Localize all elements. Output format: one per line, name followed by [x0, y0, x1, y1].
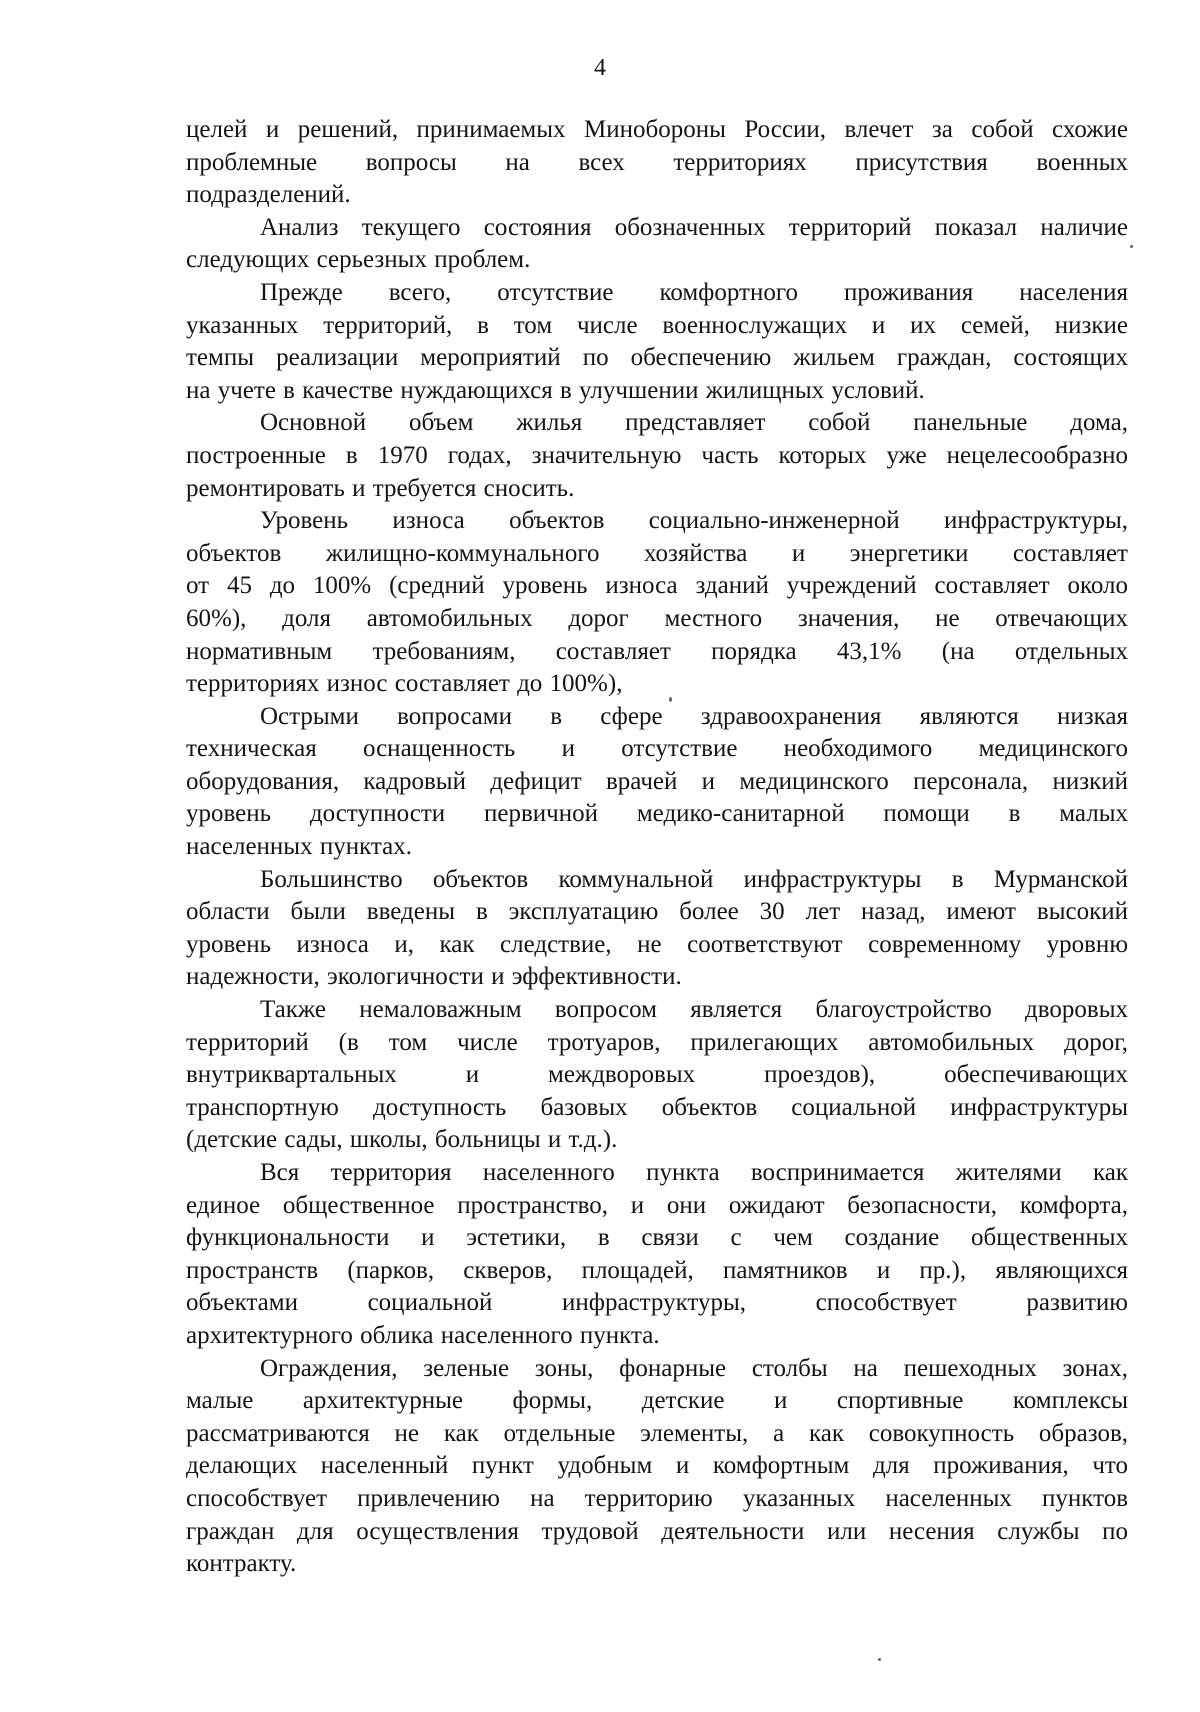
scan-speck: [878, 1658, 881, 1661]
text-line: проблемные вопросы на всех территориях присутствия военных: [186, 148, 1128, 176]
text-line: Также немаловажным вопросом является благоустройство дворовых: [260, 996, 1128, 1024]
text-line: населенных пунктах.: [186, 833, 412, 861]
text-line: ремонтировать и требуется сносить.: [186, 474, 575, 502]
paragraph: [186, 505, 1128, 701]
text-line: рассматриваются не как отдельные элементы, а как совокупность образов,: [186, 1419, 1128, 1447]
text-line: следующих серьезных проблем.: [186, 246, 531, 274]
text-line: территорий (в том числе тротуаров, прилегающих автомобильных дорог,: [186, 1028, 1128, 1056]
text-line: построенные в 1970 годах, значительную часть которых уже нецелесообразно: [186, 441, 1128, 469]
text-line: единое общественное пространство, и они ожидают безопасности, комфорта,: [186, 1191, 1128, 1219]
paragraph: [186, 277, 1128, 407]
text-line: территориях износ составляет до 100%),: [186, 670, 623, 698]
text-line: Анализ текущего состояния обозначенных территорий показал наличие: [260, 213, 1128, 241]
paragraph: [186, 701, 1128, 864]
paragraph: [186, 212, 1128, 277]
paragraph: [186, 994, 1128, 1157]
text-line: от 45 до 100% (средний уровень износа зданий учреждений составляет около: [186, 572, 1128, 600]
text-line: объектами социальной инфраструктуры, способствует развитию: [186, 1289, 1128, 1317]
text-line: указанных территорий, в том числе военнослужащих и их семей, низкие: [186, 311, 1128, 339]
text-line: Прежде всего, отсутствие комфортного проживания населения: [260, 278, 1128, 306]
text-line: делающих населенный пункт удобным и комфортным для проживания, что: [186, 1452, 1128, 1480]
paragraph: [186, 114, 1128, 212]
text-line: техническая оснащенность и отсутствие необходимого медицинского: [186, 735, 1128, 763]
page-number: 4: [594, 55, 606, 81]
text-line: оборудования, кадровый дефицит врачей и медицинского персонала, низкий: [186, 767, 1128, 795]
text-line: граждан для осуществления трудовой деятельности или несения службы по: [186, 1517, 1128, 1545]
text-line: пространств (парков, скверов, площадей, памятников и пр.), являющихся: [186, 1256, 1128, 1284]
text-line: Острыми вопросами в сфере здравоохранения являются низкая: [260, 702, 1128, 730]
text-line: темпы реализации мероприятий по обеспечению жильем граждан, состоящих: [186, 344, 1128, 372]
text-line: малые архитектурные формы, детские и спортивные комплексы: [186, 1387, 1128, 1415]
text-line: уровень износа и, как следствие, не соответствуют современному уровню: [186, 930, 1128, 958]
text-line: подразделений.: [186, 181, 351, 209]
text-line: на учете в качестве нуждающихся в улучшении жилищных условий.: [186, 376, 925, 404]
paragraph: [186, 1157, 1128, 1353]
document-body: [186, 114, 1128, 1581]
text-line: надежности, экологичности и эффективности.: [186, 963, 682, 991]
text-line: (детские сады, школы, больницы и т.д.).: [186, 1126, 618, 1154]
scan-speck: [1130, 245, 1133, 248]
text-line: Вся территория населенного пункта воспринимается жителями как: [260, 1159, 1128, 1186]
paragraph: [186, 407, 1128, 505]
text-line: функциональности и эстетики, в связи с чем создание общественных: [186, 1224, 1128, 1252]
text-line: транспортную доступность базовых объектов социальной инфраструктуры: [186, 1093, 1128, 1121]
text-line: 60%), доля автомобильных дорог местного значения, не отвечающих: [186, 604, 1128, 632]
text-line: объектов жилищно-коммунального хозяйства и энергетики составляет: [186, 539, 1128, 567]
text-line: области были введены в эксплуатацию более 30 лет назад, имеют высокий: [186, 898, 1128, 926]
text-line: нормативным требованиям, составляет порядка 43,1% (на отдельных: [186, 637, 1128, 665]
text-line: уровень доступности первичной медико-санитарной помощи в малых: [186, 800, 1128, 828]
text-line: архитектурного облика населенного пункта.: [186, 1321, 660, 1349]
text-line: контракту.: [186, 1550, 297, 1578]
text-line: внутриквартальных и междворовых проездов), обеспечивающих: [186, 1061, 1128, 1089]
text-line: Основной объем жилья представляет собой панельные дома,: [260, 409, 1128, 437]
text-line: целей и решений, принимаемых Минобороны России, влечет за собой схожие: [186, 116, 1128, 143]
scan-speck: [669, 697, 672, 702]
text-line: Уровень износа объектов социально-инженерной инфраструктуры,: [260, 507, 1128, 535]
text-line: способствует привлечению на территорию указанных населенных пунктов: [186, 1484, 1128, 1512]
paragraph: [186, 864, 1128, 994]
paragraph: [186, 1353, 1128, 1581]
text-line: Ограждения, зеленые зоны, фонарные столбы на пешеходных зонах,: [260, 1354, 1128, 1382]
text-line: Большинство объектов коммунальной инфраструктуры в Мурманской: [260, 865, 1128, 893]
